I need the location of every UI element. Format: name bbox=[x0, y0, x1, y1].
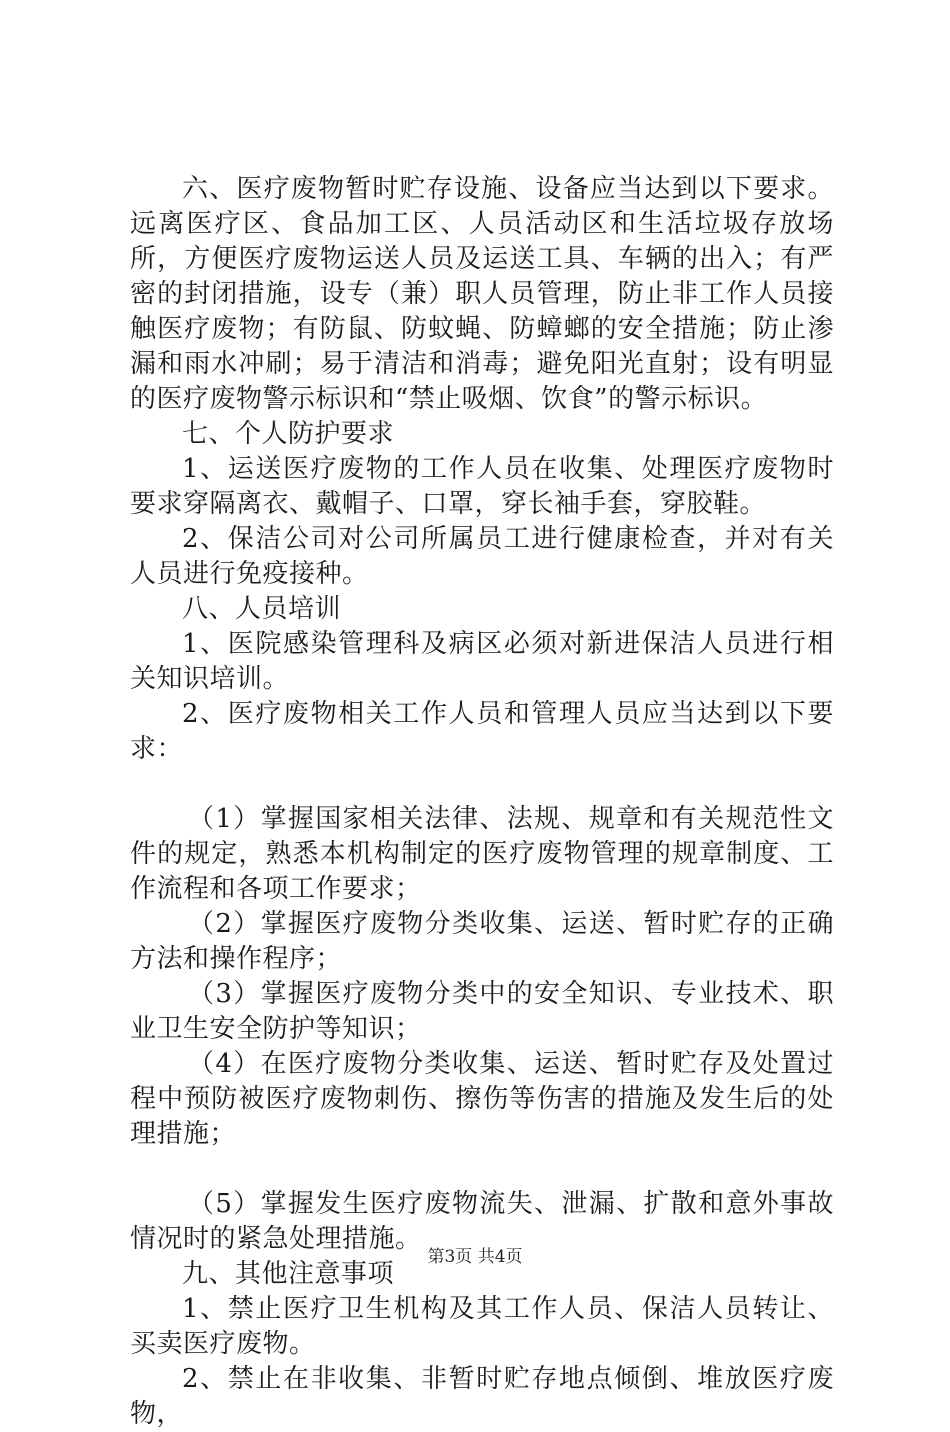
paragraph-protection-2: 2、保洁公司对公司所属员工进行健康检查，并对有关人员进行免疫接种。 bbox=[130, 524, 834, 589]
section-heading-training: 八、人员培训 bbox=[182, 594, 342, 624]
paragraph-notes-1: 1、禁止医疗卫生机构及其工作人员、保洁人员转让、买卖医疗废物。 bbox=[130, 1294, 834, 1359]
paragraph-protection-1: 1、运送医疗废物的工作人员在收集、处理医疗废物时要求穿隔离衣、戴帽子、口罩，穿长袖手套，穿胶鞋。 bbox=[130, 454, 834, 519]
paragraph-training-item-5: （5）掌握发生医疗废物流失、泄漏、扩散和意外事故情况时的紧急处理措施。 bbox=[130, 1189, 834, 1254]
page-number-label: 第3页 共4页 bbox=[427, 1247, 523, 1267]
spacer bbox=[130, 1152, 834, 1187]
paragraph-storage-requirements: 六、医疗废物暂时贮存设施、设备应当达到以下要求。远离医疗区、食品加工区、人员活动区和生活垃圾存放场所，方便医疗废物运送人员及运送工具、车辆的出入；有严密的封闭措施，设专（兼）职人员管理，防止非工作人员接触医疗废物；有防鼠、防蚊蝇、防蟑螂的安全措施；防止渗漏和雨水冲刷；易于清洁和消毒；避免阳光直射；设有明显的医疗废物警示标识和“禁止吸烟、饮食”的警示标识。 bbox=[130, 174, 834, 414]
spacer bbox=[130, 767, 834, 802]
paragraph-training-item-1: （1）掌握国家相关法律、法规、规章和有关规范性文件的规定，熟悉本机构制定的医疗废物管理的规章制度、工作流程和各项工作要求； bbox=[130, 804, 834, 904]
paragraph-notes-2: 2、禁止在非收集、非暂时贮存地点倾倒、堆放医疗废物， bbox=[130, 1364, 834, 1429]
section-heading-personal-protection: 七、个人防护要求 bbox=[182, 419, 395, 449]
page-footer bbox=[0, 1242, 950, 1267]
paragraph-training-item-3: （3）掌握医疗废物分类中的安全知识、专业技术、职业卫生安全防护等知识； bbox=[130, 979, 834, 1044]
paragraph-training-2: 2、医疗废物相关工作人员和管理人员应当达到以下要求： bbox=[130, 699, 834, 764]
paragraph-training-1: 1、医院感染管理科及病区必须对新进保洁人员进行相关知识培训。 bbox=[130, 629, 834, 694]
paragraph-training-item-4: （4）在医疗废物分类收集、运送、暂时贮存及处置过程中预防被医疗废物刺伤、擦伤等伤害的措施及发生后的处理措施； bbox=[130, 1049, 834, 1149]
paragraph-training-item-2: （2）掌握医疗废物分类收集、运送、暂时贮存的正确方法和操作程序； bbox=[130, 909, 834, 974]
section-heading-other-notes: 九、其他注意事项 bbox=[182, 1259, 395, 1289]
